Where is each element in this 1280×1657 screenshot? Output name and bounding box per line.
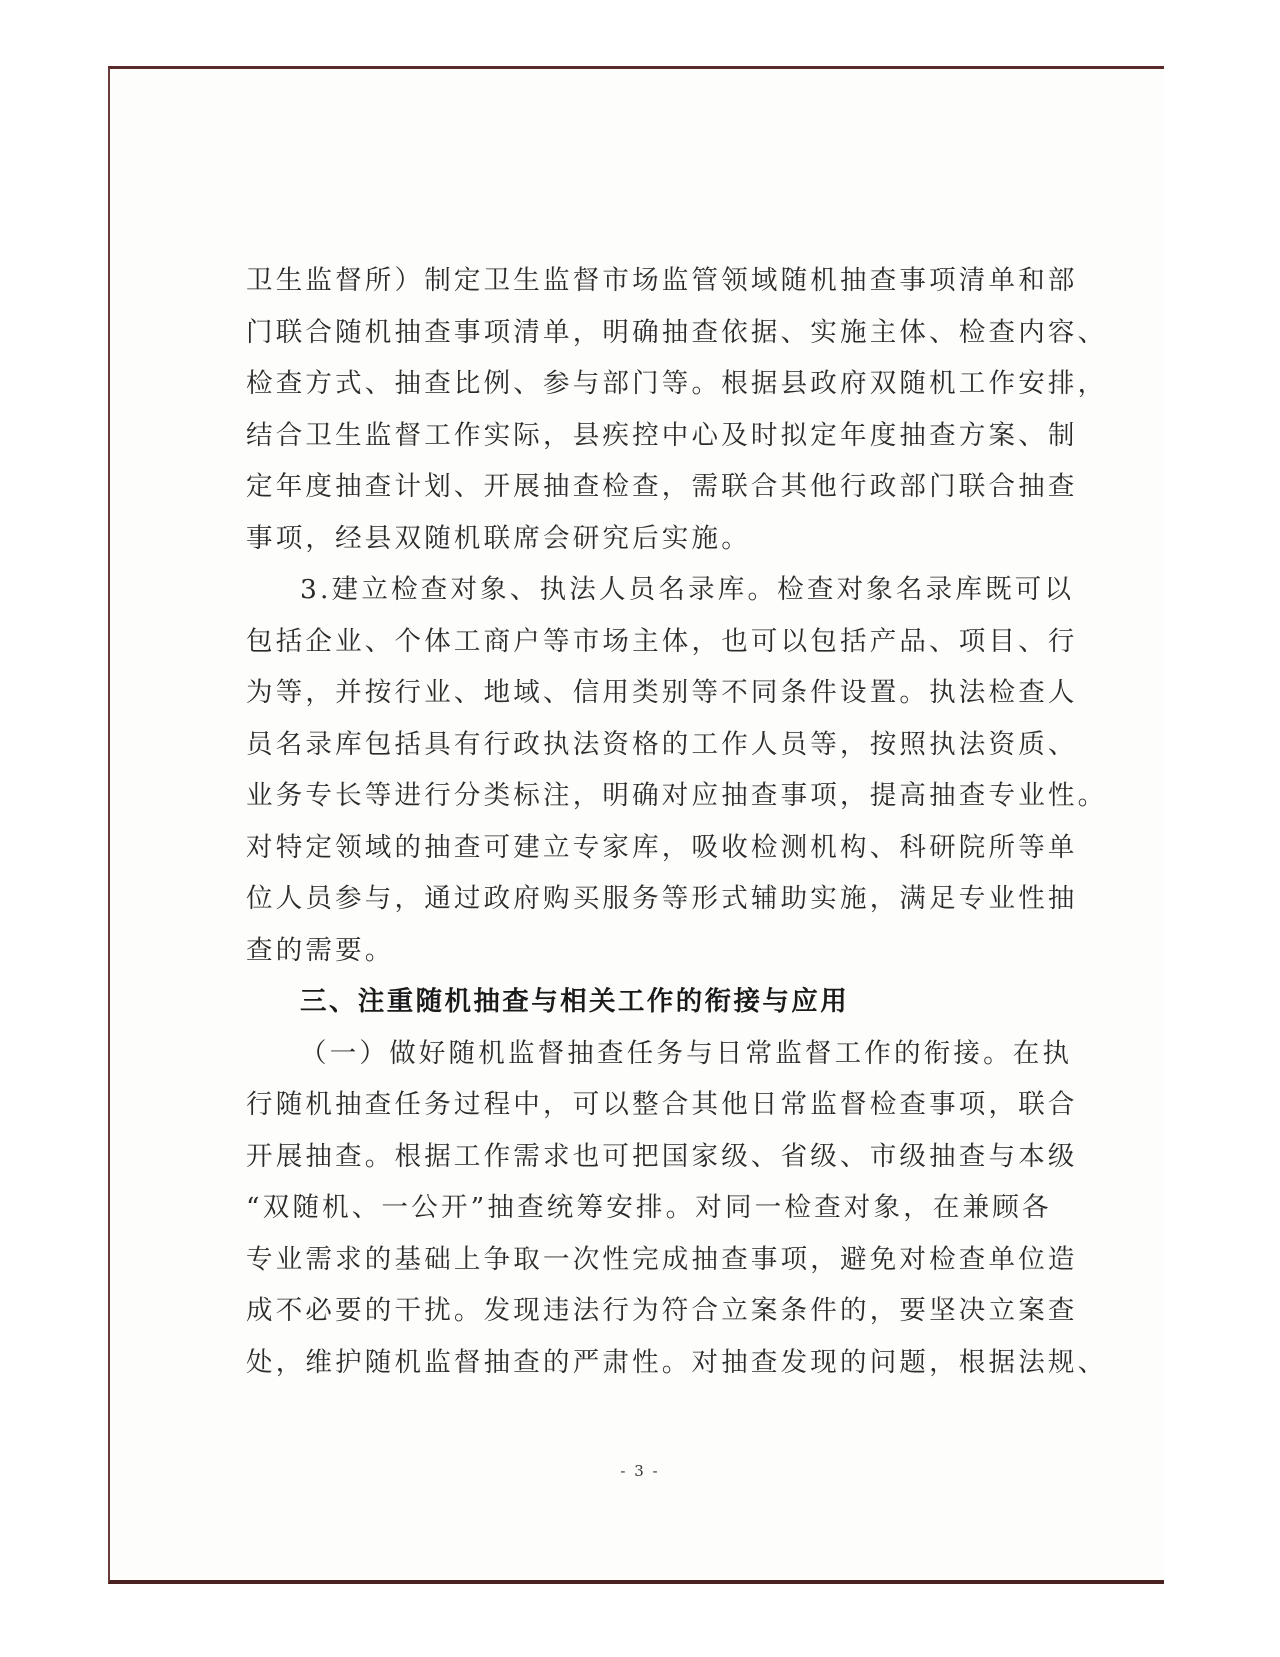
text-line: 为等，并按行业、地域、信用类别等不同条件设置。执法检查人 <box>246 677 1078 708</box>
document-body <box>246 255 1108 1388</box>
text-line: 查的需要。 <box>246 934 395 966</box>
text-line: 开展抽查。根据工作需求也可把国家级、省级、市级抽查与本级 <box>246 1140 1078 1172</box>
text-line: 检查方式、抽查比例、参与部门等。根据县政府双随机工作安排， <box>246 368 1108 399</box>
text-line: 结合卫生监督工作实际，县疾控中心及时拟定年度抽查方案、制 <box>246 419 1078 451</box>
text-line: 行随机抽查任务过程中，可以整合其他日常监督检查事项，联合 <box>246 1089 1078 1120</box>
paragraph-start-line: （一）做好随机监督抽查任务与日常监督工作的衔接。在执 <box>300 1037 1073 1069</box>
text-line: 事项，经县双随机联席会研究后实施。 <box>246 522 751 554</box>
page-number: - 3 - <box>620 1462 660 1480</box>
text-line: “双随机、一公开”抽查统筹安排。对同一检查对象，在兼顾各 <box>246 1192 1052 1223</box>
text-line: 专业需求的基础上争取一次性完成抽查事项，避免对检查单位造 <box>246 1243 1078 1275</box>
text-line: 对特定领域的抽查可建立专家库，吸收检测机构、科研院所等单 <box>246 831 1078 863</box>
text-line: 位人员参与，通过政府购买服务等形式辅助实施，满足专业性抽 <box>246 883 1078 914</box>
text-line: 包括企业、个体工商户等市场主体，也可以包括产品、项目、行 <box>246 625 1078 657</box>
paragraph-start-line: 3.建立检查对象、执法人员名录库。检查对象名录库既可以 <box>300 574 1075 605</box>
text-line: 卫生监督所）制定卫生监督市场监管领域随机抽查事项清单和部 <box>246 265 1078 296</box>
text-line: 处，维护随机监督抽查的严肃性。对抽查发现的问题，根据法规、 <box>246 1346 1108 1378</box>
text-line: 业务专长等进行分类标注，明确对应抽查事项，提高抽查专业性。 <box>246 780 1108 811</box>
text-line: 定年度抽查计划、开展抽查检查，需联合其他行政部门联合抽查 <box>246 471 1078 502</box>
text-line: 员名录库包括具有行政执法资格的工作人员等，按照执法资质、 <box>246 728 1078 760</box>
text-line: 门联合随机抽查事项清单，明确抽查依据、实施主体、检查内容、 <box>246 316 1108 348</box>
section-heading: 三、注重随机抽查与相关工作的衔接与应用 <box>300 986 850 1017</box>
text-line: 成不必要的干扰。发现违法行为符合立案条件的，要坚决立案查 <box>246 1295 1078 1326</box>
